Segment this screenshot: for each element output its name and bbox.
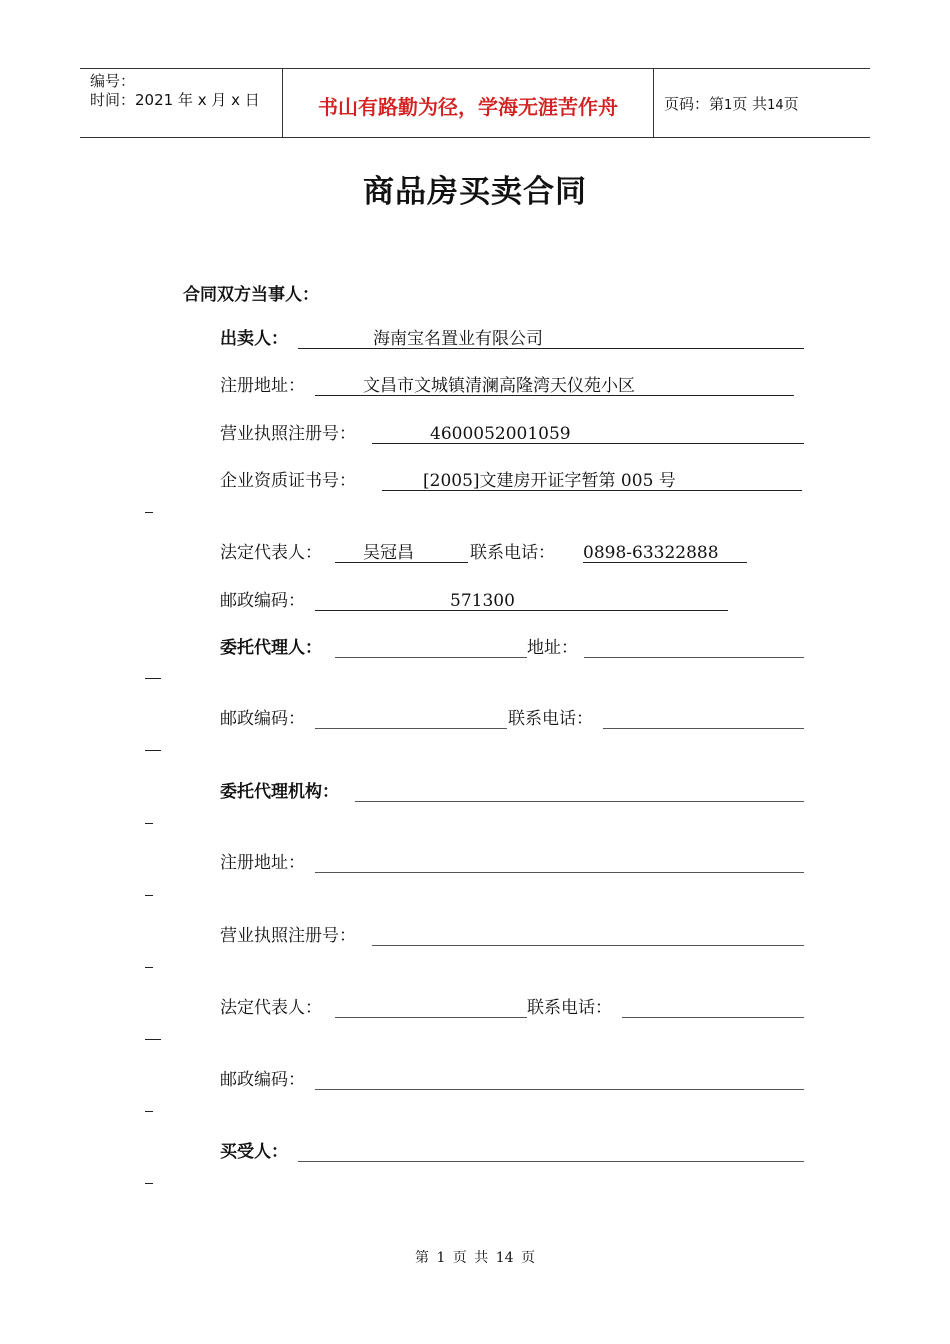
seller-qualification-row [220, 469, 805, 493]
seller-qualification-label: 企业资质证书号： [220, 471, 356, 491]
agent-postcode-field[interactable] [315, 728, 507, 729]
page-info [664, 93, 799, 114]
header-motto-cell [282, 69, 654, 137]
page-mid: 页 共 [732, 95, 768, 113]
wrap-dash [145, 1111, 153, 1112]
time-label: 时间：2021 年 x 月 x 日 [90, 91, 260, 109]
agency-address-label: 注册地址： [220, 853, 305, 873]
agent-phone-field[interactable] [603, 728, 804, 729]
agency-rep-row [220, 996, 805, 1020]
number-label: 编号： [90, 72, 136, 90]
buyer-row [220, 1140, 805, 1164]
page-header [80, 68, 870, 138]
agency-label: 委托代理机构： [220, 782, 339, 802]
agent-address-label: 地址： [527, 638, 578, 658]
page-footer: 第 1 页 共 14 页 [415, 1250, 535, 1266]
agency-license-label: 营业执照注册号： [220, 926, 356, 946]
agent-label: 委托代理人： [220, 638, 322, 658]
seller-rep-row [220, 541, 750, 565]
wrap-dash [145, 1039, 161, 1040]
wrap-dash [145, 895, 153, 896]
seller-qualification: [2005]文建房开证字暂第 005 号 [423, 471, 676, 491]
agency-row [220, 780, 805, 804]
page-suffix: 页 [783, 95, 799, 113]
agent-field[interactable] [335, 657, 527, 658]
agency-postcode-label: 邮政编码： [220, 1070, 305, 1090]
seller-label: 出卖人： [220, 329, 288, 349]
wrap-dash [145, 678, 161, 679]
agency-phone-label: 联系电话： [527, 998, 612, 1018]
header-page-cell [654, 69, 870, 137]
buyer-field[interactable] [298, 1161, 804, 1162]
agency-license-row [220, 924, 805, 948]
seller-phone: 0898-63322888 [583, 543, 719, 563]
document-title: 商品房买卖合同 [363, 174, 587, 210]
seller-postcode-field[interactable] [315, 610, 728, 611]
seller-row [220, 327, 805, 351]
agency-address-field[interactable] [315, 872, 804, 873]
agent-row [220, 636, 805, 660]
agent-postcode-label: 邮政编码： [220, 709, 305, 729]
page-prefix: 页码：第 [664, 95, 725, 113]
wrap-dash [145, 750, 161, 751]
seller-postcode-label: 邮政编码： [220, 591, 305, 611]
seller-postcode: 571300 [450, 591, 515, 611]
wrap-dash [145, 512, 153, 513]
agency-address-row [220, 851, 805, 875]
wrap-dash [145, 823, 153, 824]
seller-phone-label: 联系电话： [470, 543, 555, 563]
agent-phone-label: 联系电话： [508, 709, 593, 729]
seller-name: 海南宝名置业有限公司 [373, 329, 543, 349]
agency-postcode-row [220, 1068, 805, 1092]
seller-rep-label: 法定代表人： [220, 543, 322, 563]
agent-address-field[interactable] [584, 657, 804, 658]
agency-postcode-field[interactable] [315, 1089, 804, 1090]
seller-rep: 吴冠昌 [363, 543, 414, 563]
header-meta [80, 69, 282, 137]
wrap-dash [145, 1183, 153, 1184]
agency-rep-field[interactable] [335, 1017, 527, 1018]
seller-address: 文昌市文城镇清澜高隆湾天仪苑小区 [363, 376, 635, 396]
section-parties: 合同双方当事人： [183, 285, 319, 305]
agency-license-field[interactable] [372, 945, 804, 946]
agency-phone-field[interactable] [622, 1017, 804, 1018]
agency-rep-label: 法定代表人： [220, 998, 322, 1018]
page-total: 14 [767, 98, 784, 113]
seller-license-row [220, 422, 805, 446]
seller-postcode-row [220, 589, 730, 613]
page-current: 1 [724, 98, 733, 113]
agent-postcode-row [220, 707, 805, 731]
motto: 书山有路勤为径，学海无涯苦作舟 [318, 95, 618, 119]
seller-address-row [220, 374, 795, 398]
buyer-label: 买受人： [220, 1142, 288, 1162]
seller-address-label: 注册地址： [220, 376, 305, 396]
agency-field[interactable] [355, 801, 804, 802]
seller-license: 4600052001059 [430, 424, 571, 444]
wrap-dash [145, 967, 153, 968]
seller-license-label: 营业执照注册号： [220, 424, 356, 444]
